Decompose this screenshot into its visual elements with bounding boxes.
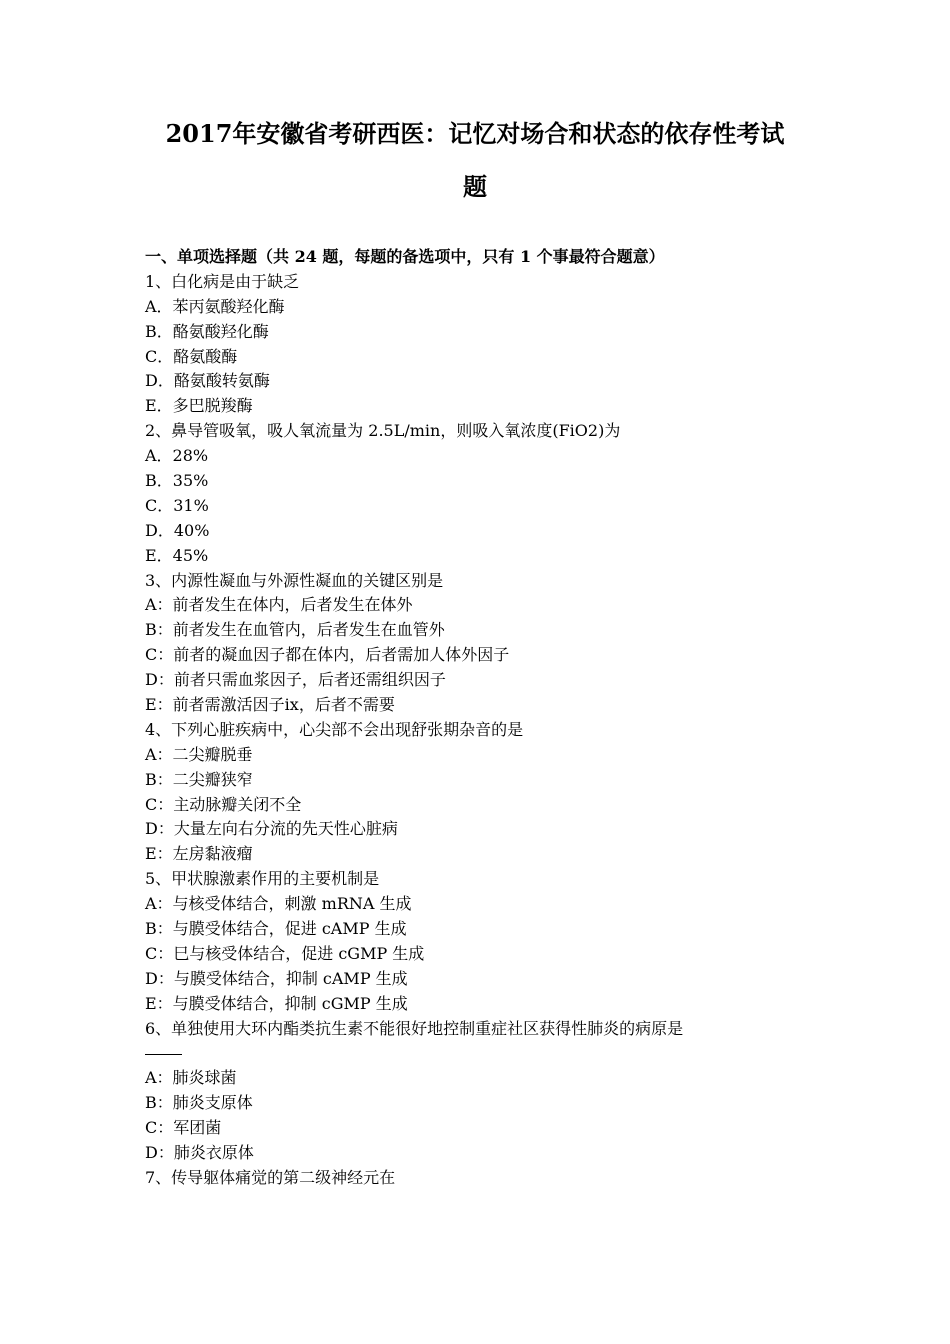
answer-option: E．45% [145,545,209,565]
answer-option: D．40% [145,520,210,540]
answer-option: E：与膜受体结合，抑制 cGMP 生成 [145,993,408,1013]
answer-option: B．35% [145,471,209,491]
answer-option: D：大量左向右分流的先天性心脏病 [145,819,398,839]
question-stem: 5、甲状腺激素作用的主要机制是 [145,869,380,889]
answer-option: C：军团菌 [145,1118,222,1138]
answer-option: B：肺炎支原体 [145,1093,253,1113]
question-stem: 1、白化病是由于缺乏 [145,271,300,291]
answer-option: D：与膜受体结合，抑制 cAMP 生成 [145,968,408,988]
question-stem: 4、下列心脏疾病中，心尖部不会出现舒张期杂音的是 [145,719,524,739]
answer-option: A：肺炎球菌 [145,1068,237,1088]
question-list [145,245,845,1191]
answer-option: B：与膜受体结合，促进 cAMP 生成 [145,919,407,939]
answer-option: D：肺炎衣原体 [145,1143,254,1163]
answer-option: E．多巴脱羧酶 [145,396,253,416]
question-stem: 6、单独使用大环内酯类抗生素不能很好地控制重症社区获得性肺炎的病原是 [145,1018,684,1038]
answer-option: C：主动脉瓣关闭不全 [145,794,302,814]
document-title-line-2: 题 [463,172,487,201]
answer-option: A．苯丙氨酸羟化酶 [145,296,285,316]
answer-option: A．28% [145,446,209,466]
answer-blank-rule [145,1054,182,1055]
answer-option: B．酪氨酸羟化酶 [145,321,269,341]
question-stem: 2、鼻导管吸氧，吸人氧流量为 2.5L/min，则吸入氧浓度(FiO2)为 [145,421,621,441]
answer-option: B：前者发生在血管内，后者发生在血管外 [145,620,445,640]
answer-option: E：前者需激活因子ix，后者不需要 [145,695,395,715]
answer-option: C．酪氨酸酶 [145,346,238,366]
section-heading: 一、单项选择题（共 24 题，每题的备选项中，只有 1 个事最符合题意） [145,247,665,266]
answer-option: E：左房黏液瘤 [145,844,253,864]
answer-option: A：与核受体结合，刺激 mRNA 生成 [145,894,412,914]
question-stem: 7、传导躯体痛觉的第二级神经元在 [145,1167,396,1187]
answer-option: A：二尖瓣脱垂 [145,744,253,764]
answer-option: D：前者只需血浆因子，后者还需组织因子 [145,670,446,690]
answer-blank [145,1042,845,1067]
document-title-line-1: 2017年安徽省考研西医：记忆对场合和状态的依存性考试 [165,119,785,148]
answer-option: D．酪氨酸转氨酶 [145,371,270,391]
answer-option: B：二尖瓣狭窄 [145,769,253,789]
question-stem: 3、内源性凝血与外源性凝血的关键区别是 [145,570,444,590]
answer-option: A：前者发生在体内，后者发生在体外 [145,595,413,615]
answer-option: C：巳与核受体结合，促进 cGMP 生成 [145,943,425,963]
answer-option: C：前者的凝血因子都在体内，后者需加人体外因子 [145,645,510,665]
answer-option: C．31% [145,495,209,515]
